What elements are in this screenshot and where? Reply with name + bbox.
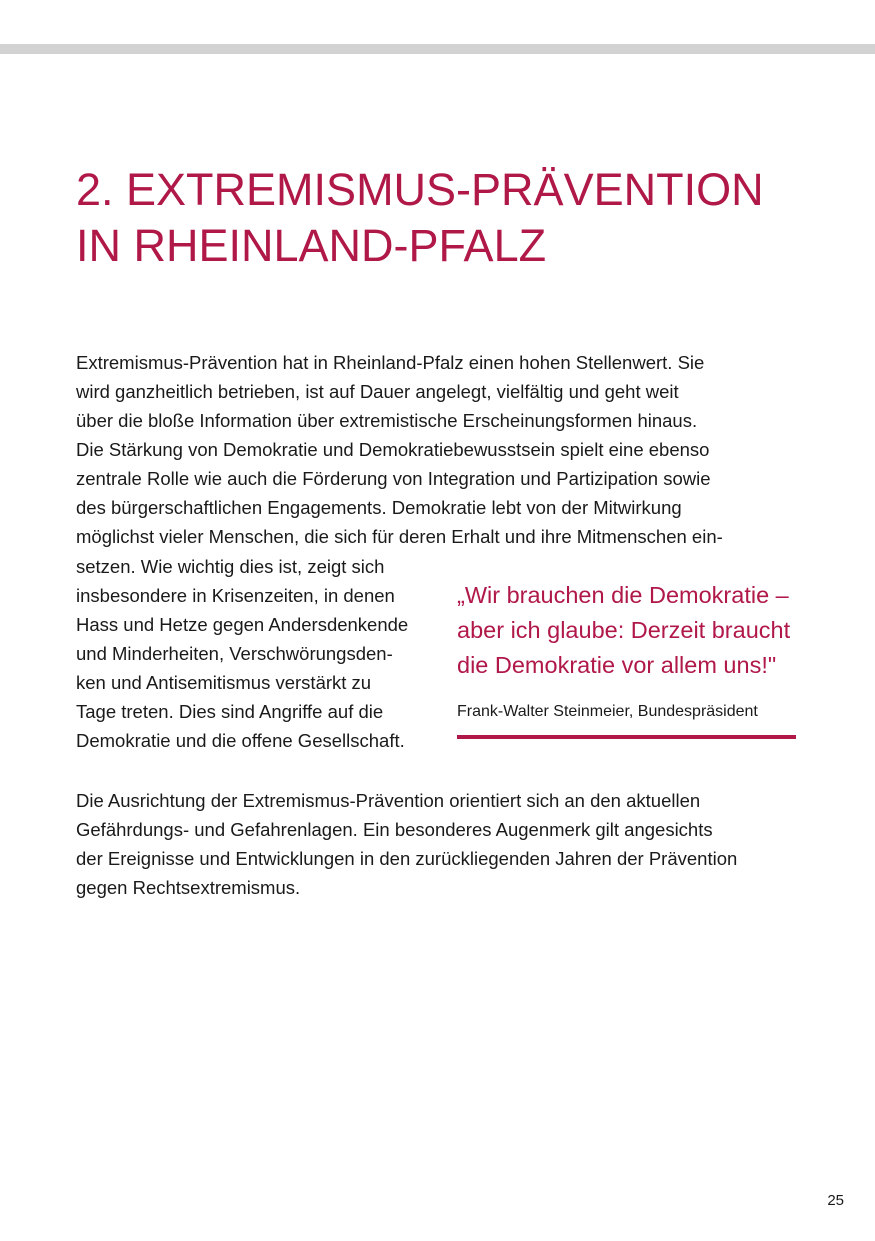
title-line: IN RHEINLAND-PFALZ bbox=[76, 220, 547, 271]
text-line: Gefährdungs- und Gefahrenlagen. Ein besonderes Augenmerk gilt angesichts bbox=[76, 819, 713, 840]
text-line: wird ganzheitlich betrieben, ist auf Dauer angelegt, vielfältig und geht weit bbox=[76, 381, 679, 402]
quote-line: aber ich glaube: Derzeit braucht bbox=[457, 617, 791, 643]
page-title bbox=[76, 162, 836, 274]
text-line: und Minderheiten, Verschwörungsden- bbox=[76, 643, 393, 664]
text-line: des bürgerschaftlichen Engagements. Demokratie lebt von der Mitwirkung bbox=[76, 497, 682, 518]
text-line: über die bloße Information über extremistische Erscheinungsformen hinaus. bbox=[76, 410, 698, 431]
top-divider bbox=[0, 44, 875, 54]
pull-quote bbox=[457, 578, 797, 739]
text-line: Tage treten. Dies sind Angriffe auf die bbox=[76, 701, 384, 722]
text-line: zentrale Rolle wie auch die Förderung von Integration und Partizipation sowie bbox=[76, 468, 711, 489]
text-line: der Ereignisse und Entwicklungen in den zurückliegenden Jahren der Prävention bbox=[76, 848, 738, 869]
quote-underline bbox=[457, 735, 796, 739]
quote-attribution: Frank-Walter Steinmeier, Bundespräsident bbox=[457, 703, 758, 720]
text-line: Demokratie und die offene Gesellschaft. bbox=[76, 730, 405, 751]
page-number: 25 bbox=[827, 1192, 844, 1209]
text-line: Die Stärkung von Demokratie und Demokratiebewusstsein spielt eine ebenso bbox=[76, 439, 710, 460]
text-line: ken und Antisemitismus verstärkt zu bbox=[76, 672, 372, 693]
text-line: Die Ausrichtung der Extremismus-Prävention orientiert sich an den aktuellen bbox=[76, 790, 701, 811]
quote-line: „Wir brauchen die Demokratie – bbox=[457, 582, 789, 608]
text-line: Extremismus-Prävention hat in Rheinland-Pfalz einen hohen Stellenwert. Sie bbox=[76, 352, 705, 373]
text-line: setzen. Wie wichtig dies ist, zeigt sich bbox=[76, 556, 385, 577]
text-line: gegen Rechtsextremismus. bbox=[76, 877, 301, 898]
focus-paragraph bbox=[76, 786, 806, 902]
quote-text bbox=[457, 578, 797, 683]
title-line: 2. EXTREMISMUS-PRÄVENTION bbox=[76, 164, 764, 215]
text-line: möglichst vieler Menschen, die sich für deren Erhalt und ihre Mitmenschen ein- bbox=[76, 526, 723, 547]
text-line: insbesondere in Krisenzeiten, in denen bbox=[76, 585, 395, 606]
intro-paragraph bbox=[76, 348, 796, 551]
intro-paragraph-column bbox=[76, 552, 446, 755]
quote-line: die Demokratie vor allem uns!" bbox=[457, 652, 777, 678]
text-line: Hass und Hetze gegen Andersdenkende bbox=[76, 614, 409, 635]
